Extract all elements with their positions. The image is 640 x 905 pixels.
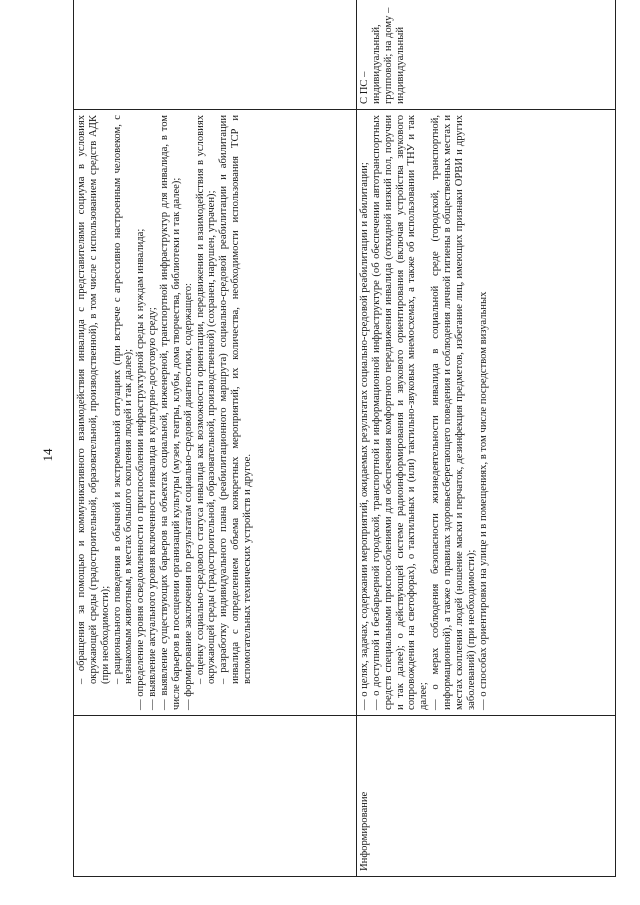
list-item: — определение уровня осведомленности о приспособлении инфраструктурной среды к нуждам инвалида; [135, 228, 147, 710]
list-item: — о способах ориентировки на улице и в помещениях, в том числе посредством визуальных [477, 291, 489, 710]
table-row [357, 0, 616, 877]
list-item: — о доступной и безбарьерной городской, транспортной и информационной инфраструктуре (об обеспечении автотранспортных средств специальными приспособлениями для обеспечения комфортного передвижения инвалида (откидной низкий пол, поручни и так далее); о действующей системе радиоинформирования и звукового ориентирования (включая устройства звукового сопровождения на светофорах), о тактильных и (или) тактильно-звуковых мнемосхемах, а также об использовании ТНУ и так далее; [370, 115, 430, 710]
list-item: – обращения за помощью и коммуникативного взаимодействия инвалида с представителями социума в условиях окружающей среды (градостроительной, образовательной, производственной), в том числе с использованием средств АДК (при необходимости); [76, 115, 111, 684]
list-item: – оценку социально-средового статуса инвалида как возможности ориентации, передвижения и взаимодействия в условиях окружающей среды (градостроительной, образовательной, производственной) (сохранен, нарушен, утрачен); [194, 115, 218, 684]
list-item: — о целях, задачах, содержании мероприятий, ожидаемых результатах социально-средовой реабилитации и абилитации; [359, 162, 370, 710]
table-row [74, 0, 357, 877]
list-item: — о мерах соблюдения безопасности жизнедеятельности инвалида в социальной среде (городской, транспортной, информационной), а также о правилах здоровьесберегающего поведения и соблюдения личной гигиены в общественных местах и местах скопления людей (ношение маски и перчаток, дезинфекция предметов, избегание лиц, имеющих признаки ОРВИ и других заболеваний) (при необходимости); [430, 115, 477, 710]
list-item: – разработку индивидуального плана (реабилитационного маршрута) социально-средовой реабилитации и абилитации инвалида с определением объема конкретных мероприятий, их количества, необходимости использования ТСР и вспомогательных технических устройств и другое. [218, 115, 254, 684]
service-content-cell [74, 110, 357, 716]
list-item: — выявление существующих барьеров на объектах социальной, инженерной, транспортной инфраструктур для инвалида, в том числе барьеров в посещении организаций культуры (музеи, театры, клубы, дома творчества, библиотеки и так далее); [159, 115, 182, 710]
table-rotation-layer [73, 7, 615, 877]
list-item: — формирование заключения по результатам социально-средовой диагностики, содержащего: [182, 282, 194, 710]
page-number: 14 [40, 448, 55, 462]
service-name-cell: Информирование [357, 716, 616, 877]
rehabilitation-table [73, 0, 616, 877]
service-form-cell: С ПС – индивидуальный, групповой; на дому – индивидуальный [357, 0, 616, 110]
list-item: – рационального поведения в обычной и экстремальной ситуациях (при встрече с агрессивно настроенным человеком, с незнакомым животным, в местах большого скопления людей и так далее); [111, 115, 135, 684]
service-form-cell [74, 0, 357, 110]
rotated-table-container [73, 7, 615, 877]
service-content-cell [357, 110, 616, 716]
list-item: — выявление актуального уровня включенности инвалида в культурно-досуговую среду; [147, 307, 159, 710]
service-name-cell [74, 716, 357, 877]
